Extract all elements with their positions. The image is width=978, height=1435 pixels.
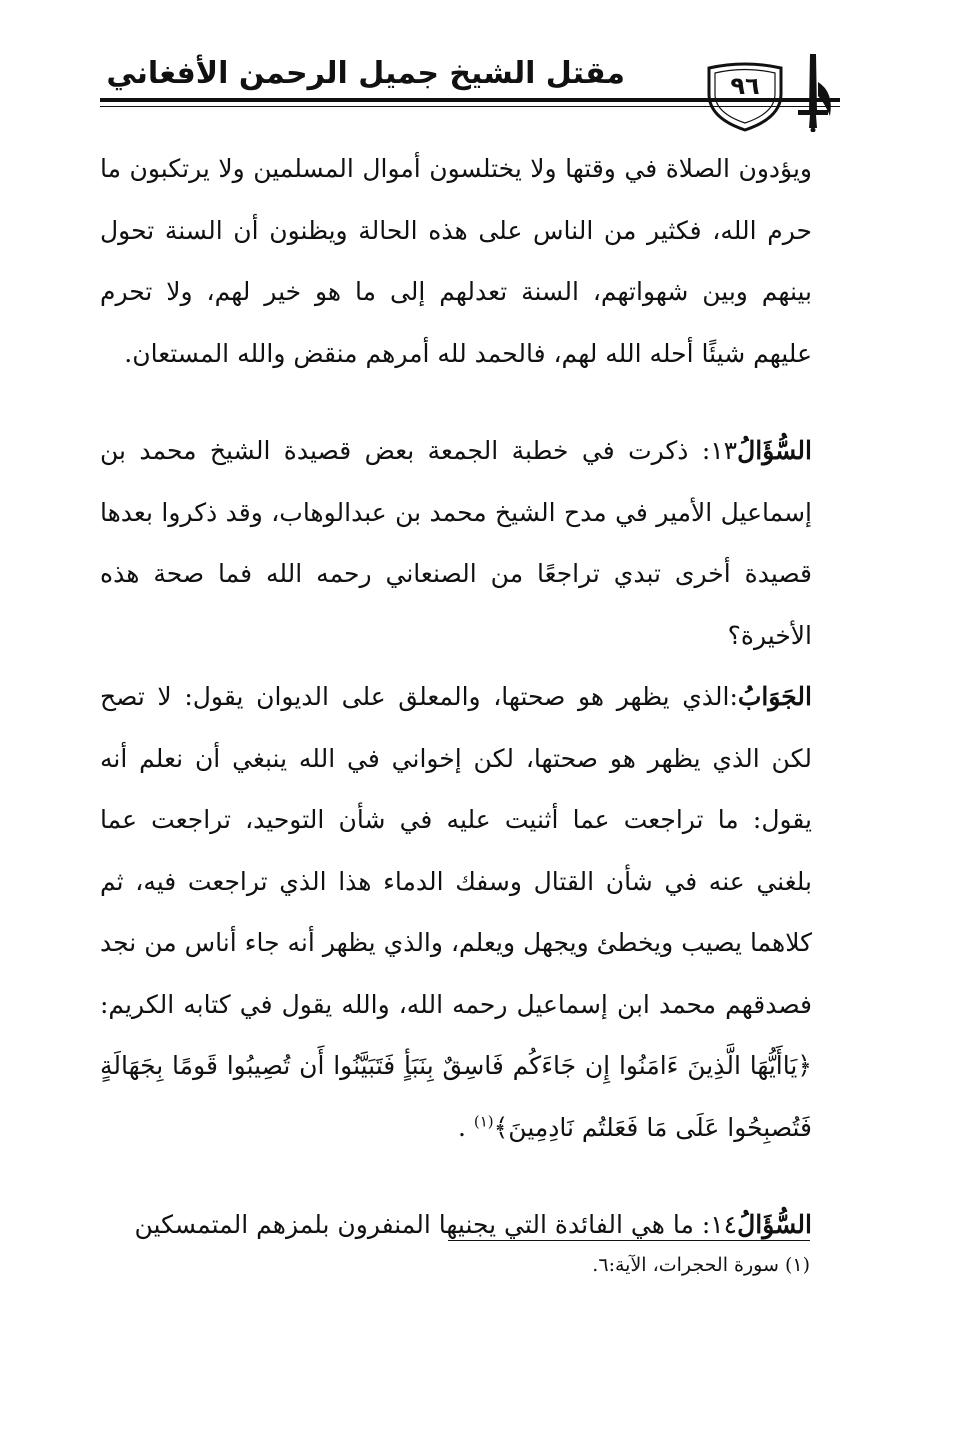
question-14 bbox=[100, 1194, 812, 1256]
question-number: ١٣: bbox=[688, 436, 738, 465]
footnote-marker: (١) bbox=[784, 1254, 810, 1276]
footnote bbox=[592, 1250, 810, 1280]
question-number: ١٤: bbox=[693, 1210, 738, 1239]
text-line: ابن إسماعيل رحمه الله، والله يقول في كتابه الكريم: ﴿يَاأَيُّهَا الَّذِينَ ءَامَنُوا bbox=[100, 989, 812, 1080]
page-number-badge bbox=[705, 60, 785, 132]
text-line: لكن الذي يظهر هو صحتها، لكن إخواني في الله ينبغي أن نعلم أنه يقول: bbox=[100, 743, 812, 834]
answer-label: الجَوَابُ bbox=[737, 682, 812, 711]
text-line: . bbox=[457, 1112, 474, 1142]
text-line: ويخطئ ويجهل ويعلم، والذي يظهر أنه جاء أناس من نجد فصدقهم محمد bbox=[100, 928, 812, 1019]
text-line: وبين شهواتهم، السنة تعدلهم إلى ما هو خير لهم، ولا تحرم عليهم شيئًا bbox=[100, 277, 812, 368]
text-line: حرم الله، فكثير من الناس على هذه الحالة ويظنون أن السنة تحول بينهم bbox=[100, 215, 812, 306]
header-rule-thin bbox=[100, 106, 840, 107]
text-line: شأن القتال وسفك الدماء هذا الذي تراجعت فيه، ثم كلاهما يصيب bbox=[100, 866, 813, 957]
answer-13 bbox=[100, 666, 812, 1158]
text-line: صحة هذه الأخيرة؟ bbox=[100, 559, 812, 650]
main-text bbox=[100, 138, 812, 1256]
footnote-reference: (١) bbox=[473, 1112, 494, 1131]
question-13 bbox=[100, 420, 812, 666]
header-rule-thick bbox=[100, 98, 840, 102]
text-line: :الذي يظهر هو صحتها، والمعلق على الديوان يقول: لا تصح bbox=[100, 682, 738, 711]
sword-ornament-icon bbox=[790, 52, 840, 132]
text-line: ويؤدون الصلاة في وقتها ولا يختلسون أموال المسلمين ولا يرتكبون ما bbox=[100, 154, 812, 183]
page-number: ٩٦ bbox=[730, 72, 760, 100]
text-line: ما هي الفائدة التي يجنيها المنفرون بلمزهم المتمسكين bbox=[134, 1210, 694, 1239]
text-line: ما تراجعت عما أثنيت عليه في شأن التوحيد، تراجعت عما بلغني عنه في bbox=[100, 805, 812, 896]
quran-verse-line: إِن جَاءَكُم فَاسِقٌ بِنَبَأٍ فَتَبَيَّنُوا أَن تُصِيبُوا قَومًا بِجَهَالَةٍ فَتُصبِحُوا عَلَى مَا bbox=[100, 1051, 812, 1142]
text-line: بعدها قصيدة أخرى تبدي تراجعًا من الصنعاني رحمه الله فما bbox=[100, 497, 812, 588]
question-label: السُّؤَالُ bbox=[737, 436, 812, 465]
text-line: إسماعيل الأمير في مدح الشيخ محمد بن عبدالوهاب، وقد ذكروا bbox=[161, 497, 812, 527]
page-header bbox=[100, 52, 840, 132]
question-label: السُّؤَالُ bbox=[737, 1210, 812, 1239]
paragraph-intro bbox=[100, 138, 812, 384]
footnote-text: سورة الحجرات، الآية:٦. bbox=[592, 1254, 779, 1276]
text-line: ذكرت في خطبة الجمعة بعض قصيدة الشيخ محمد بن bbox=[100, 436, 689, 465]
footnote-divider bbox=[448, 1240, 810, 1241]
text-line: أحله الله لهم، فالحمد لله أمرهم منقض والله المستعان. bbox=[124, 338, 694, 368]
running-title: مقتل الشيخ جميل الرحمن الأفغاني bbox=[106, 56, 625, 91]
quran-verse-line: فَعَلتُم نَادِمِينَ﴾ bbox=[493, 1112, 639, 1142]
